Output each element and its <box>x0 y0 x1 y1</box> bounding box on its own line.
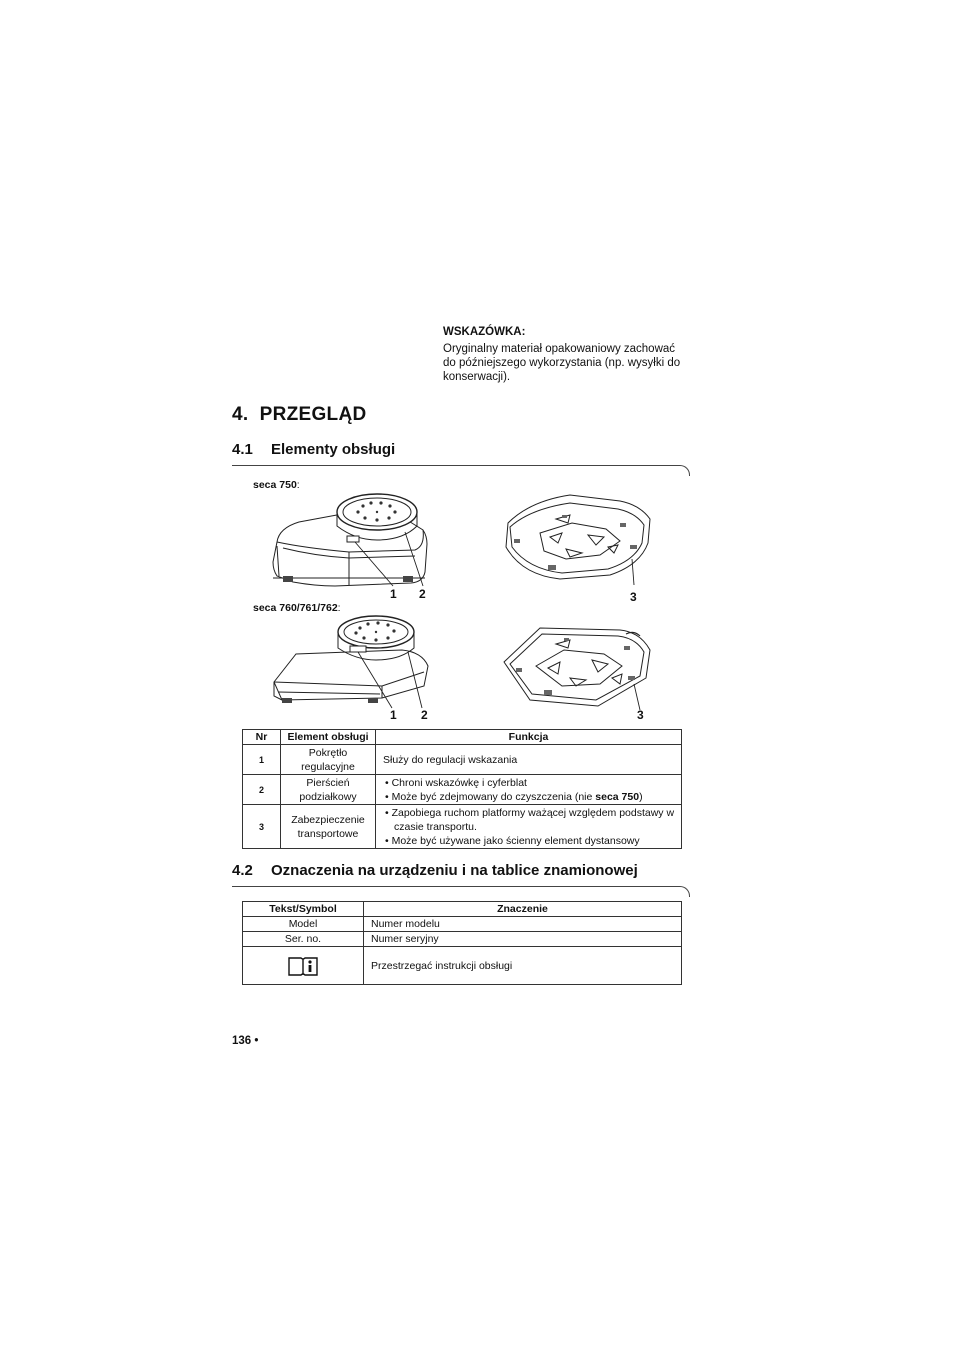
section-number: 4.1 <box>232 441 253 458</box>
header-meaning: Znaczenie <box>364 902 682 917</box>
callout-1: 1 <box>390 708 397 722</box>
row-meaning: Przestrzegać instrukcji obsługi <box>364 947 682 985</box>
table-row <box>243 745 682 775</box>
scale-750-top-illustration <box>265 490 445 590</box>
function-bullet: • Może być używane jako ścienny element dystansowy <box>385 834 640 847</box>
section-number: 4.2 <box>232 862 253 879</box>
note-line: Oryginalny materiał opakowaniowy zachować <box>443 343 676 355</box>
callout-1: 1 <box>390 587 397 601</box>
callout-3: 3 <box>637 708 644 722</box>
section-heading-4-1 <box>232 441 395 458</box>
section-rule <box>232 465 678 466</box>
scale-760-top-illustration <box>272 612 437 712</box>
row-symbol: Ser. no. <box>243 932 364 947</box>
section-rule <box>232 886 678 887</box>
section-title: Oznaczenia na urządzeniu i na tablice znamionowej <box>271 862 638 879</box>
table-header-row <box>243 902 682 917</box>
header-function: Funkcja <box>376 730 682 745</box>
row-nr: 1 <box>243 745 281 775</box>
row-symbol: Model <box>243 917 364 932</box>
page-number: 136 • <box>232 1035 259 1047</box>
row-function: Służy do regulacji wskazania <box>376 745 682 775</box>
table-row <box>243 805 682 849</box>
note-body <box>443 342 693 384</box>
table-row <box>243 917 682 932</box>
controls-table <box>242 729 682 849</box>
markings-table <box>242 901 682 985</box>
note-title: WSKAZÓWKA: <box>443 326 526 338</box>
callout-2: 2 <box>419 587 426 601</box>
row-meaning: Numer modelu <box>364 917 682 932</box>
scale-760-bottom-illustration <box>500 620 655 715</box>
function-bullet: • Zapobiega ruchom platformy ważącej względem podstawy w czasie transportu. <box>385 806 675 833</box>
header-element: Element obsługi <box>281 730 376 745</box>
table-header-row <box>243 730 682 745</box>
row-meaning: Numer seryjny <box>364 932 682 947</box>
section-rule-corner <box>677 886 690 897</box>
section-heading-4-2 <box>232 862 638 879</box>
function-bullet: • Chroni wskazówkę i cyferblat <box>385 776 527 789</box>
row-nr: 3 <box>243 805 281 849</box>
row-function <box>376 775 682 805</box>
section-rule-corner <box>677 465 690 476</box>
table-row <box>243 932 682 947</box>
note-line: konserwacji). <box>443 371 511 383</box>
model-label-750: seca 750: <box>253 479 300 491</box>
row-symbol <box>243 947 364 985</box>
callout-2: 2 <box>421 708 428 722</box>
scale-750-bottom-illustration <box>500 493 655 588</box>
row-element: Pierścień podziałkowy <box>281 775 376 805</box>
section-title: Elementy obsługi <box>271 441 396 458</box>
callout-3: 3 <box>630 590 637 604</box>
model-label-760: seca 760/761/762: <box>253 602 341 614</box>
row-element: Zabezpieczenie transportowe <box>281 805 376 849</box>
row-function <box>376 805 682 849</box>
table-row <box>243 947 682 985</box>
manual-book-icon <box>287 955 319 977</box>
row-element: Pokrętło regulacyjne <box>281 745 376 775</box>
header-symbol: Tekst/Symbol <box>243 902 364 917</box>
table-row <box>243 775 682 805</box>
note-line: do późniejszego wykorzystania (np. wysyłki do <box>443 357 681 369</box>
header-nr: Nr <box>243 730 281 745</box>
function-bullet: • Może być zdejmowany do czyszczenia (nie seca 750) <box>385 790 643 803</box>
chapter-title: 4. PRZEGLĄD <box>232 404 367 425</box>
row-nr: 2 <box>243 775 281 805</box>
